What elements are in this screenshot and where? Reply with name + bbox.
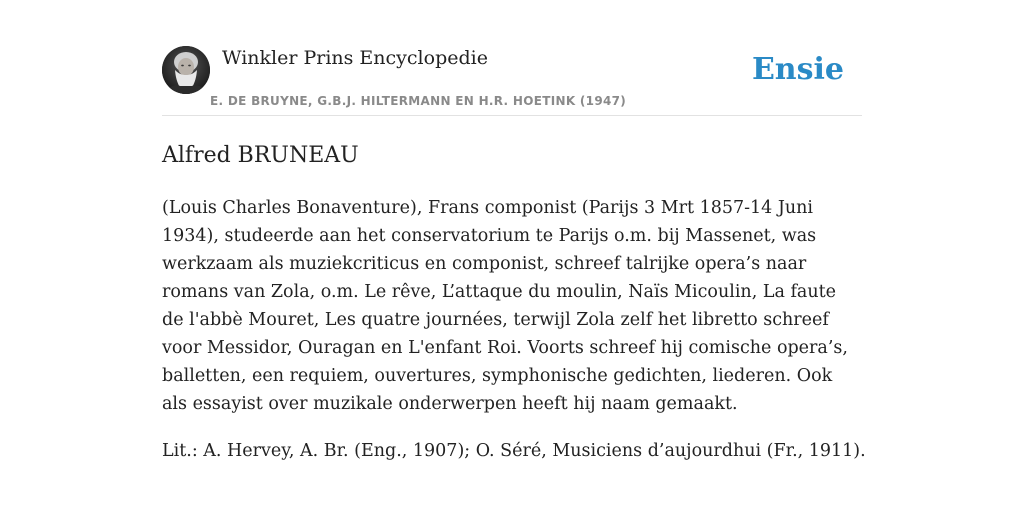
page (162, 0, 866, 465)
source-header (162, 46, 862, 116)
article-body: (Louis Charles Bonaventure), Frans componist (Parijs 3 Mrt 1857-14 Juni 1934), studeerde aan het conservatorium te Parijs o.m. bij Massenet, was werkzaam als muziekcriticus en componist, schreef talrijke opera’s naar romans van Zola, o.m. Le rêve, L’attaque du moulin, Naïs Micoulin, La faute de l'abbè Mouret, Les quatre journées, terwijl Zola zelf het libretto schreef voor Messidor, Ouragan en L'enfant Roi. Voorts schreef hij comische opera’s, balletten, een requiem, ouvertures, symphonische gedichten, liederen. Ook als essayist over muzikale onderwerpen heeft hij naam gemaakt. (162, 198, 848, 414)
ensie-logo-link[interactable]: Ensie (751, 52, 844, 87)
article-literature: Lit.: A. Hervey, A. Br. (Eng., 1907); O. Séré, Musiciens d’aujourdhui (Fr., 1911). (162, 441, 866, 461)
article-title: Alfred BRUNEAU (162, 143, 359, 168)
source-title[interactable]: Winkler Prins Encyclopedie (222, 47, 488, 69)
source-authors: E. DE BRUYNE, G.B.J. HILTERMANN EN H.R. HOETINK (1947) (210, 94, 627, 108)
source-avatar[interactable] (162, 46, 210, 94)
bearded-man-portrait-icon (162, 46, 210, 94)
